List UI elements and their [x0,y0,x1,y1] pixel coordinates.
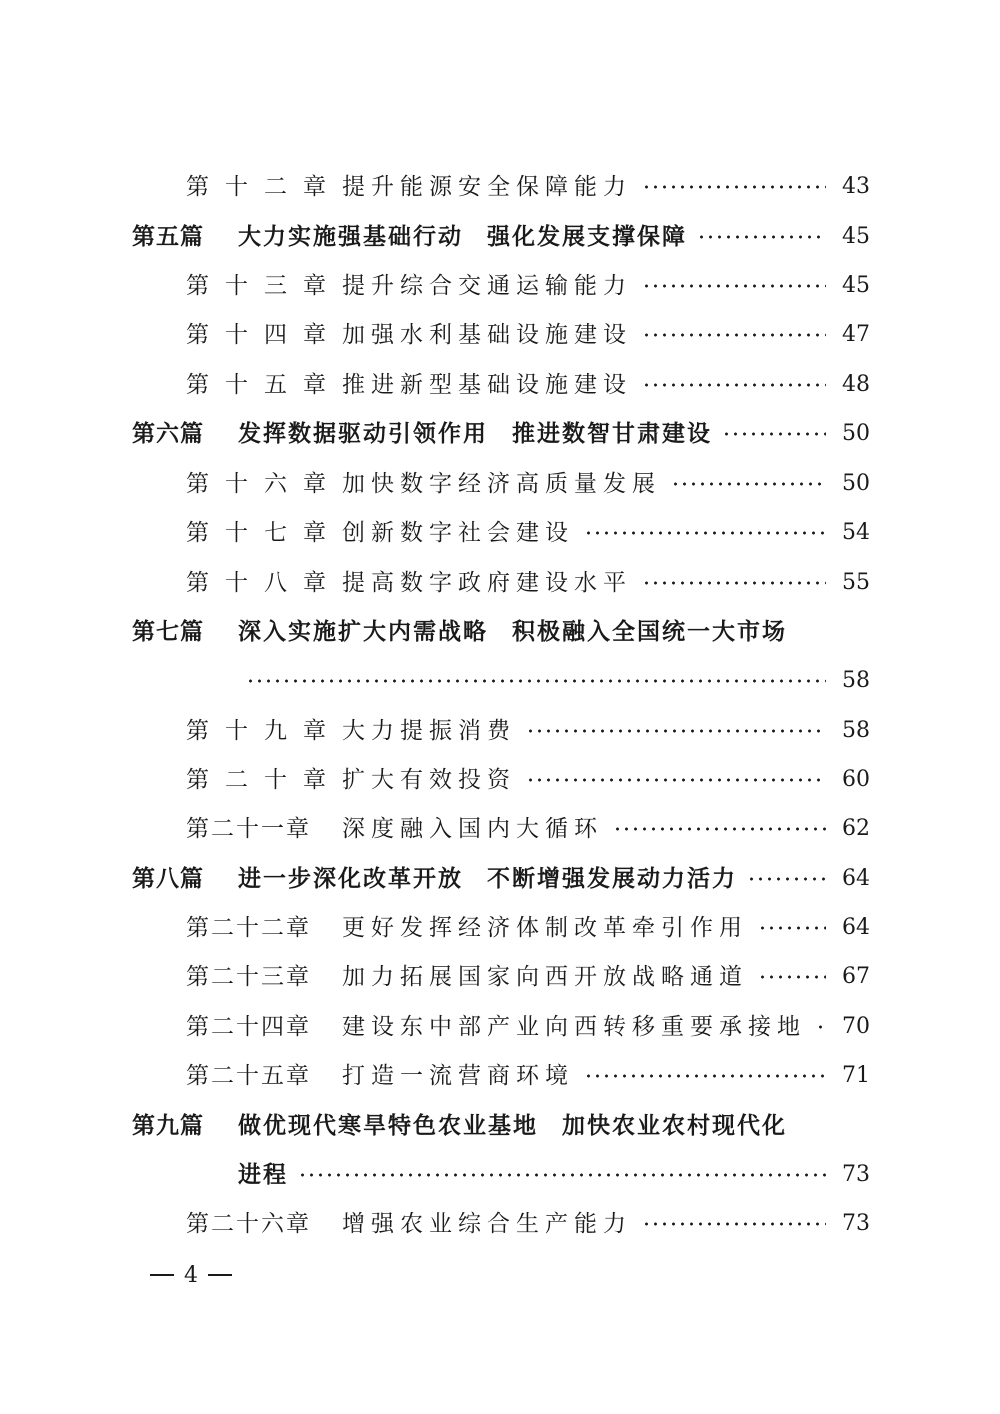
part-title-b: 不断增强发展动力活力 [487,866,737,892]
part-title-a: 大力实施强基础行动 [238,224,463,250]
dot-leader [584,1074,826,1078]
part-title-a: 进一步深化改革开放 [238,866,463,892]
chapter-title: 建设东中部产业向西转移重要承接地 [342,1014,806,1040]
footer-dash-right [208,1274,232,1276]
part-number: 第九篇 [132,1113,204,1139]
toc-part-8 [132,859,870,899]
part-title [238,859,737,899]
chapter-title: 加强水利基础设施建设 [342,322,632,348]
chapter-title: 加力拓展国家向西开放战略通道 [342,964,748,990]
part-title-a: 发挥数据驱动引领作用 [238,421,488,447]
toc-chapter-17 [186,513,870,553]
page-number: 50 [842,471,870,496]
page-number: 73 [842,1162,870,1187]
chapter-number: 第二十一章 [186,816,311,842]
toc-chapter-16 [186,464,870,504]
chapter-number: 第十五章 [186,372,342,398]
toc-chapter-22 [186,908,870,948]
page-number: 54 [842,520,870,545]
part-number: 第六篇 [132,421,204,447]
dot-leader [526,778,826,782]
toc-part-9 [132,1106,870,1146]
part-title-b: 积极融入全国统一大市场 [512,619,787,645]
chapter-title: 提升综合交通运输能力 [342,273,632,299]
part-title-b: 加快农业农村现代化 [562,1113,787,1139]
dot-leader [758,975,826,979]
part-title-b: 推进数智甘肃建设 [512,421,712,447]
part-title [238,217,687,257]
chapter-number: 第十二章 [186,174,342,200]
part-title-b: 强化发展支撑保障 [487,224,687,250]
chapter-number: 第十六章 [186,471,342,497]
toc-chapter-21 [186,809,870,849]
page-number: 73 [842,1211,870,1236]
chapter-number: 第十三章 [186,273,342,299]
toc-chapter-20 [186,760,870,800]
page-number: 64 [842,866,870,891]
part-title [238,1106,787,1146]
toc-part-7-continuation [246,661,870,701]
toc-chapter-15 [186,365,870,405]
toc-chapter-25 [186,1056,870,1096]
chapter-number: 第二十四章 [186,1014,311,1040]
part-title [238,612,787,652]
chapter-title: 提高数字政府建设水平 [342,570,632,596]
dot-leader [298,1173,826,1177]
toc-chapter-24 [186,1007,870,1047]
chapter-title: 更好发挥经济体制改革牵引作用 [342,915,748,941]
chapter-title: 加快数字经济高质量发展 [342,471,661,497]
chapter-title: 提升能源安全保障能力 [342,174,632,200]
dot-leader [671,482,826,486]
dot-leader [526,729,826,733]
page-number: 45 [842,273,870,298]
part-title-a: 做优现代寒旱特色农业基地 [238,1113,538,1139]
dot-leader [642,185,826,189]
chapter-title: 打造一流营商环境 [342,1063,574,1089]
page-number: 67 [842,964,870,989]
page-number: 60 [842,767,870,792]
chapter-number: 第十四章 [186,322,342,348]
dot-leader [758,926,826,930]
toc-part-6 [132,414,870,454]
dot-leader [816,1025,826,1029]
dot-leader [642,1222,826,1226]
toc-chapter-26 [186,1204,870,1244]
chapter-number: 第二十五章 [186,1063,311,1089]
page-number: 47 [842,322,870,347]
page-number: 48 [842,372,870,397]
page-number: 58 [842,668,870,693]
toc-chapter-19 [186,711,870,751]
chapter-title: 增强农业综合生产能力 [342,1211,632,1237]
part-title [238,414,712,454]
dot-leader [246,679,826,683]
chapter-number: 第十八章 [186,570,342,596]
chapter-number: 第十九章 [186,718,342,744]
toc-part-7 [132,612,870,652]
part-number: 第八篇 [132,866,204,892]
chapter-number: 第二十章 [186,767,342,793]
dot-leader [642,333,826,337]
dot-leader [642,284,826,288]
toc-chapter-18 [186,563,870,603]
toc-chapter-12 [186,167,870,207]
dot-leader [697,235,826,239]
dot-leader [722,432,826,436]
toc-chapter-14 [186,315,870,355]
chapter-title: 深度融入国内大循环 [342,816,603,842]
part-title-a: 深入实施扩大内需战略 [238,619,488,645]
dot-leader [613,827,826,831]
page-number: 55 [842,570,870,595]
chapter-number: 第二十三章 [186,964,311,990]
chapter-title: 大力提振消费 [342,718,516,744]
page-number: 58 [842,718,870,743]
chapter-title: 创新数字社会建设 [342,520,574,546]
part-number: 第五篇 [132,224,204,250]
chapter-number: 第二十六章 [186,1211,311,1237]
chapter-number: 第十七章 [186,520,342,546]
page-number: 62 [842,816,870,841]
toc-part-5 [132,217,870,257]
part-number: 第七篇 [132,619,204,645]
page-number: 45 [842,224,870,249]
toc-part-9-continuation [238,1155,870,1195]
footer-dash-left [150,1274,174,1276]
chapter-title: 推进新型基础设施建设 [342,372,632,398]
footer-page-number: 4 [184,1262,198,1288]
dot-leader [642,383,826,387]
page-number: 50 [842,421,870,446]
dot-leader [642,581,826,585]
page-footer [150,1260,232,1290]
chapter-title: 扩大有效投资 [342,767,516,793]
part-title-c: 进程 [238,1162,288,1188]
page-number: 43 [842,174,870,199]
page-number: 64 [842,915,870,940]
page-number: 71 [842,1063,870,1088]
toc-chapter-13 [186,266,870,306]
dot-leader [747,877,826,881]
chapter-number: 第二十二章 [186,915,311,941]
page-number: 70 [842,1014,870,1039]
toc-chapter-23 [186,957,870,997]
dot-leader [584,531,826,535]
